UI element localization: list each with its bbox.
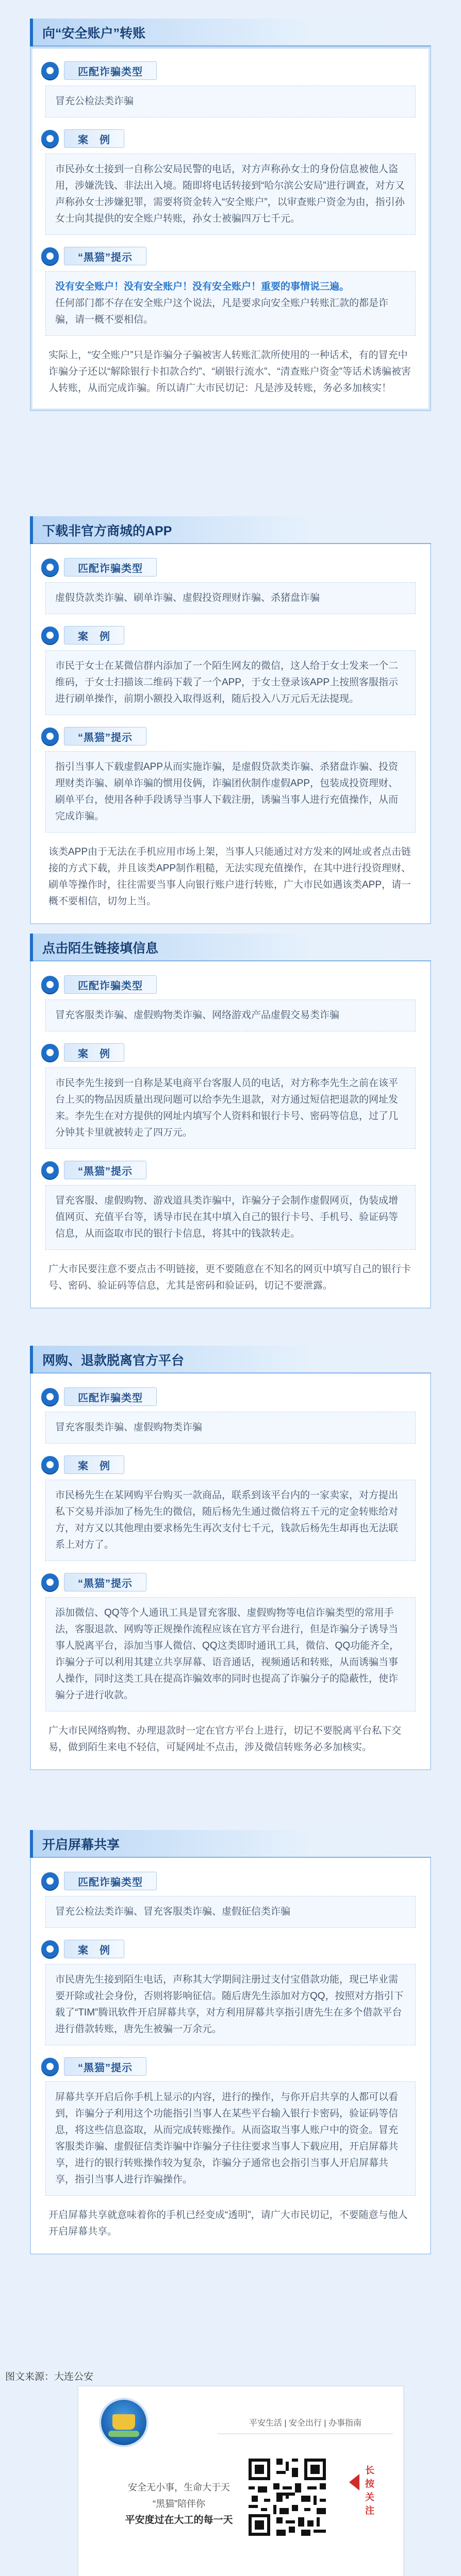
card-text: 市民李先生接到一自称是某电商平台客服人员的电话，对方称李先生之前在该平台上买的物品因质量出现问题可以给李先生退款，对方通过短信把退款的网址发来。李先生在对方提供的网址内填写个人资料和银行卡号、密码等信息，过了几分钟其卡里就被转走了四万元。 [45, 1067, 416, 1149]
section-title: 开启屏幕共享 [30, 1830, 431, 1858]
section-body [30, 1374, 431, 1770]
section-extra-text: 该类APP由于无法在手机应用市场上架，当事人只能通过对方发来的网址或者点击链接的方式下载，并且该类APP制作粗糙，无法实现充值操作，在其中进行投资理财、刷单等操作时，往往需要当事人向银行账户进行转账，广大市民如遇该类APP，请一概不要相信，切勿上当。 [48, 846, 411, 907]
card-case [45, 1043, 416, 1149]
pin-icon [41, 1573, 59, 1591]
section-click-link [30, 934, 431, 1309]
warning-text: 没有安全账户！没有安全账户！没有安全账户！重要的事情说三遍。 [55, 281, 350, 292]
card-text: 指引当事人下载虚假APP从而实施诈骗，是虚假贷款类诈骗、杀猪盘诈骗、投资理财类诈骗、刷单诈骗的惯用伎俩，诈骗团伙制作虚假APP，包装成投资理财、刷单平台，使用各种手段诱导当事人下载注册，诱骗当事人进行充值操作，从而完成诈骗。 [45, 751, 416, 833]
footer-slogan [120, 2479, 238, 2529]
card-text: 冒充客服类诈骗、虚假购物类诈骗、网络游戏产品虚假交易类诈骗 [45, 999, 416, 1031]
section-title: 网购、退款脱离官方平台 [30, 1346, 431, 1374]
section-extra-text: 开启屏幕共享就意味着你的手机已经变成“透明”，请广大市民切记，不要随意与他人开启屏幕共享。 [48, 2210, 408, 2237]
card-text: 冒充公检法类诈骗 [45, 86, 416, 117]
card-label: 匹配诈骗类型 [64, 558, 157, 577]
section-screen-share [30, 1830, 431, 2255]
card-label: 案 例 [64, 1940, 124, 1958]
slogan-line: “黑猫”陪伴你 [153, 2499, 205, 2509]
card-text: 市民杨先生在某网购平台购买一款商品，联系到该平台内的一家卖家，对方提出私下交易并添加了杨先生的微信，随后杨先生通过微信将五千元的定金转账给对方，对方又以其他理由要求杨先生再次支付七千元，钱款后杨先生却再也无法联系上对方了。 [45, 1480, 416, 1561]
card-tip [45, 2057, 416, 2196]
section-body [30, 544, 431, 924]
card-label: “黑猫”提示 [64, 247, 146, 265]
card-label: “黑猫”提示 [64, 1161, 146, 1179]
tip-text: 任何部门都不存在安全账户这个说法，凡是要求向安全账户转账汇款的都是诈骗，请一概不要相信。 [55, 298, 389, 325]
pin-icon [41, 62, 59, 79]
card-label: 匹配诈骗类型 [64, 61, 157, 80]
card-type [45, 975, 416, 1031]
card-text: 屏幕共享开启后你手机上显示的内容，进行的操作，与你开启共享的人都可以看到，诈骗分子利用这个功能指引当事人在某些平台输入银行卡密码，验证码等信息，将这些信息盗取，从而完成转账操作。从而盗取当事人账户中的资金。冒充客服类诈骗、虚假征信类诈骗中诈骗分子往往要求当事人下载应用，开启屏幕共享，进行的银行转账操作较为复杂，诈骗分子通常也会指引当事人开启屏幕共享，指引当事人进行诈骗操作。 [45, 2081, 416, 2196]
card-label: “黑猫”提示 [64, 2057, 146, 2076]
card-label: 案 例 [64, 626, 124, 645]
pin-icon [41, 976, 59, 993]
black-cat-logo-icon [99, 2398, 149, 2447]
card-case [45, 129, 416, 235]
arrow-left-icon [349, 2474, 359, 2490]
card-tip [45, 1160, 416, 1250]
pin-icon [41, 1388, 59, 1405]
section-download-app [30, 516, 431, 924]
card-label: “黑猫”提示 [64, 727, 146, 745]
card-tip [45, 246, 416, 336]
footer-links[interactable]: 平安生活 | 安全出行 | 办事指南 [218, 2416, 393, 2434]
card-text: 冒充客服类诈骗、虚假购物类诈骗 [45, 1412, 416, 1444]
card-text: 冒充客服、虚假购物、游戏道具类诈骗中，诈骗分子会制作虚假网页，伪装成增值网页、充值平台等，诱导市民在其中填入自己的银行卡号、手机号、验证码等信息，从而盗取市民的银行卡信息，将其中的钱款转走。 [45, 1185, 416, 1250]
card-label: 匹配诈骗类型 [64, 1872, 157, 1890]
card-case [45, 1455, 416, 1561]
pin-icon [41, 626, 59, 644]
section-title: 下载非官方商城的APP [30, 516, 431, 544]
card-type [45, 557, 416, 614]
slogan-line: 平安度过在大工的每一天 [125, 2515, 233, 2526]
pin-icon [41, 1940, 59, 1958]
section-title: 向“安全账户”转账 [30, 19, 431, 46]
card-type [45, 1871, 416, 1928]
pin-icon [41, 558, 59, 576]
card-label: 案 例 [64, 1043, 124, 1062]
section-extra-text: 广大市民要注意不要点击不明链接，更不要随意在不知名的网页中填写自己的银行卡号、密码、验证码等信息，尤其是密码和验证码，切记不要泄露。 [48, 1264, 411, 1291]
slogan-line: 安全无小事，生命大于天 [128, 2482, 230, 2493]
qr-code-icon[interactable] [249, 2459, 326, 2536]
pin-icon [41, 2058, 59, 2075]
section-safe-account [30, 19, 431, 411]
card-label: 匹配诈骗类型 [64, 1387, 157, 1406]
section-body [30, 46, 431, 411]
section-extra-text: 广大市民网络购物、办理退款时一定在官方平台上进行，切记不要脱离平台私下交易，做到陌生来电不轻信，可疑网址不点击，涉及微信转账务必多加核实。 [48, 1725, 402, 1753]
card-text: 市民唐先生接到陌生电话，声称其大学期间注册过支付宝借款功能，现已毕业需要开除或社会身份，否则将影响征信。随后唐先生添加对方QQ，按照对方指引下载了“TIM”腾讯软件开启屏幕共享，对方利用屏幕共享指引唐先生在多个借款平台进行借款转账，唐先生被骗一万余元。 [45, 1964, 416, 2045]
section-extra-text: 实际上，“安全账户”只是诈骗分子骗被害人转账汇款所使用的一种话术，有的冒充中诈骗分子还以“解除银行卡扣款合约”、“刷银行流水”、“清查账户资金”等话术诱骗被害人转账，从而完成诈骗。所以请广大市民切记：凡是涉及转账，务必多加核实！ [48, 350, 411, 394]
card-label: “黑猫”提示 [64, 1573, 146, 1591]
pin-icon [41, 1456, 59, 1473]
section-body [30, 1858, 431, 2255]
card-text: 市民孙女士接到一自称公安局民警的电话，对方声称孙女士的身份信息被他人盗用，涉嫌洗钱、非法出入境。随即将电话转接到“哈尔滨公安局”进行调查，对方又声称孙女士涉嫌犯罪，需要将资金转入“安全账户”，以审查账户资金为由，指引孙女士向其提供的安全账户转账，孙女士被骗四万七千元。 [45, 154, 416, 235]
section-off-platform [30, 1346, 431, 1770]
pin-icon [41, 1872, 59, 1890]
footer-card [77, 2385, 404, 2576]
card-type [45, 1387, 416, 1444]
qr-follow-text: 长按关注 [365, 2465, 374, 2516]
image-source: 图文来源：大连公安 [5, 2371, 94, 2382]
card-case [45, 1939, 416, 2045]
card-text: 市民于女士在某微信群内添加了一个陌生网友的微信，这人给于女士发来一个二维码，于女士扫描该二维码下载了一个APP，于女士登录该APP上按照客服指示进行刷单操作，前期小额投入取得返利，随后投入八万元后无法提现。 [45, 650, 416, 715]
card-label: 案 例 [64, 1455, 124, 1474]
pin-icon [41, 247, 59, 265]
pin-icon [41, 1044, 59, 1061]
card-case [45, 625, 416, 715]
pin-icon [41, 130, 59, 147]
card-tip [45, 726, 416, 833]
card-text: 虚假贷款类诈骗、刷单诈骗、虚假投资理财诈骗、杀猪盘诈骗 [45, 582, 416, 614]
card-text: 添加微信、QQ等个人通讯工具是冒充客服、虚假购物等电信诈骗类型的常用手法，客服退款、网购等正规操作流程应该在官方平台进行，但是诈骗分子诱导当事人脱离平台，添加当事人微信、QQ这类即时通讯工具，微信、QQ功能齐全，诈骗分子可以利用其建立共享屏幕、语音通话，视频通话和转账，从而诱骗当事人操作，同时这类工具在提高诈骗效率的同时也提高了诈骗分子的隐蔽性，使诈骗分子进行收款。 [45, 1597, 416, 1711]
card-tip [45, 1572, 416, 1711]
card-text: 冒充公检法类诈骗、冒充客服类诈骗、虚假征信类诈骗 [45, 1896, 416, 1928]
card-label: 案 例 [64, 129, 124, 148]
card-type [45, 61, 416, 117]
pin-icon [41, 727, 59, 745]
section-body [30, 961, 431, 1309]
pin-icon [41, 1161, 59, 1179]
card-text [45, 271, 416, 336]
section-title: 点击陌生链接填信息 [30, 934, 431, 961]
card-label: 匹配诈骗类型 [64, 975, 157, 994]
